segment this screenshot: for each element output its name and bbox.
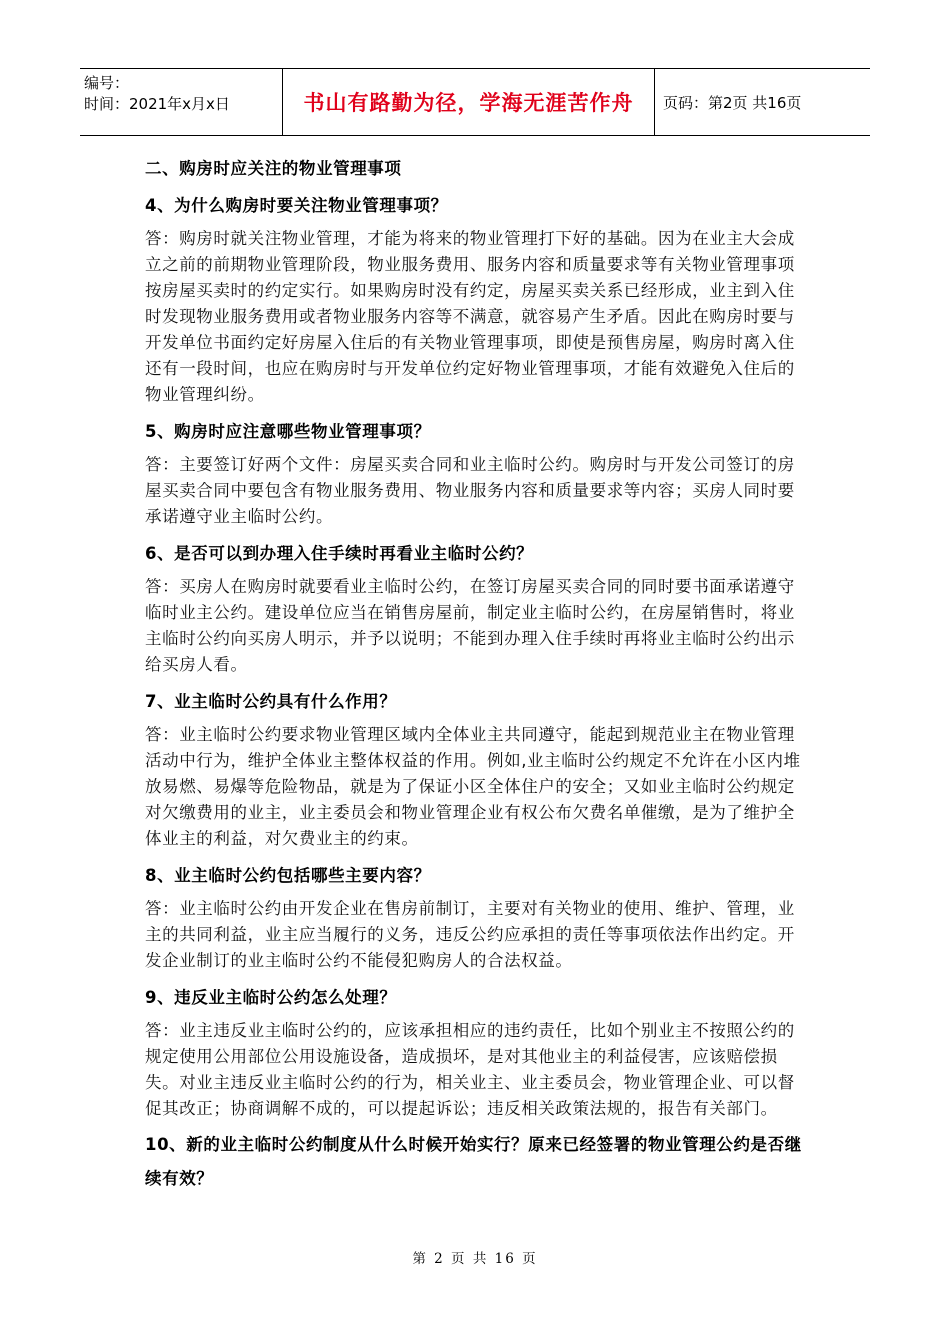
question-6: 6、是否可以到办理入住手续时再看业主临时公约？ bbox=[145, 544, 534, 563]
header-meta-cell bbox=[80, 69, 283, 135]
question-9: 9、违反业主临时公约怎么处理？ bbox=[145, 988, 397, 1007]
answer-4: 答：购房时就关注物业管理，才能为将来的物业管理打下好的基础。因为在业主大会成立之前的前期物业管理阶段，物业服务费用、服务内容和质量要求等有关物业管理事项按房屋买卖时的约定实行。如果购房时没有约定，房屋买卖关系已经形成，业主到入住时发现物业服务费用或者物业服务内容等不满意，就容易产生矛盾。因此在购房时要与开发单位书面约定好房屋入住后的有关物业管理事项，即使是预售房屋，购房时离入住还有一段时间，也应在购房时与开发单位约定好物业管理事项，才能有效避免入住后的物业管理纠纷。 bbox=[145, 229, 795, 404]
answer-7: 答：业主临时公约要求物业管理区域内全体业主共同遵守，能起到规范业主在物业管理活动中行为，维护全体业主整体权益的作用。例如,业主临时公约规定不允许在小区内堆放易燃、易爆等危险物品，就是为了保证小区全体住户的安全；又如业主临时公约规定对欠缴费用的业主，业主委员会和物业管理企业有权公布欠费名单催缴，是为了维护全体业主的利益，对欠费业主的约束。 bbox=[145, 725, 801, 848]
question-10: 10、新的业主临时公约制度从什么时候开始实行？原来已经签署的物业管理公约是否继续有效？ bbox=[145, 1135, 802, 1188]
answer-5: 答：主要签订好两个文件：房屋买卖合同和业主临时公约。购房时与开发公司签订的房屋买卖合同中要包含有物业服务费用、物业服务内容和质量要求等内容；买房人同时要承诺遵守业主临时公约。 bbox=[145, 455, 795, 526]
document-body bbox=[145, 150, 810, 1203]
page-footer: 第 2 页 共 16 页 bbox=[412, 1251, 538, 1267]
date-label: 时间：2021年x月x日 bbox=[84, 95, 230, 113]
answer-9: 答：业主违反业主临时公约的，应该承担相应的违约责任，比如个别业主不按照公约的规定使用公用部位公用设施设备，造成损坏，是对其他业主的利益侵害，应该赔偿损失。对业主违反业主临时公约的行为，相关业主、业主委员会，物业管理企业、可以督促其改正；协商调解不成的，可以提起诉讼；违反相关政策法规的，报告有关部门。 bbox=[145, 1021, 795, 1118]
question-8: 8、业主临时公约包括哪些主要内容？ bbox=[145, 866, 431, 885]
header-motto: 书山有路勤为径，学海无涯苦作舟 bbox=[283, 69, 655, 135]
question-7: 7、业主临时公约具有什么作用？ bbox=[145, 692, 397, 711]
number-label: 编号： bbox=[84, 74, 130, 92]
answer-8: 答：业主临时公约由开发企业在售房前制订，主要对有关物业的使用、维护、管理，业主的共同利益，业主应当履行的义务，违反公约应承担的责任等事项依法作出约定。开发企业制订的业主临时公约不能侵犯购房人的合法权益。 bbox=[145, 899, 795, 970]
question-5: 5、购房时应注意哪些物业管理事项？ bbox=[145, 422, 431, 441]
section-title: 二、购房时应关注的物业管理事项 bbox=[145, 159, 402, 178]
question-4: 4、为什么购房时要关注物业管理事项？ bbox=[145, 196, 448, 215]
answer-6: 答：买房人在购房时就要看业主临时公约，在签订房屋买卖合同的同时要书面承诺遵守临时业主公约。建设单位应当在销售房屋前，制定业主临时公约，在房屋销售时，将业主临时公约向买房人明示，并予以说明；不能到办理入住手续时再将业主临时公约出示给买房人看。 bbox=[145, 577, 795, 674]
document-header bbox=[80, 68, 870, 136]
header-page-info: 页码：第2页 共16页 bbox=[663, 93, 802, 112]
